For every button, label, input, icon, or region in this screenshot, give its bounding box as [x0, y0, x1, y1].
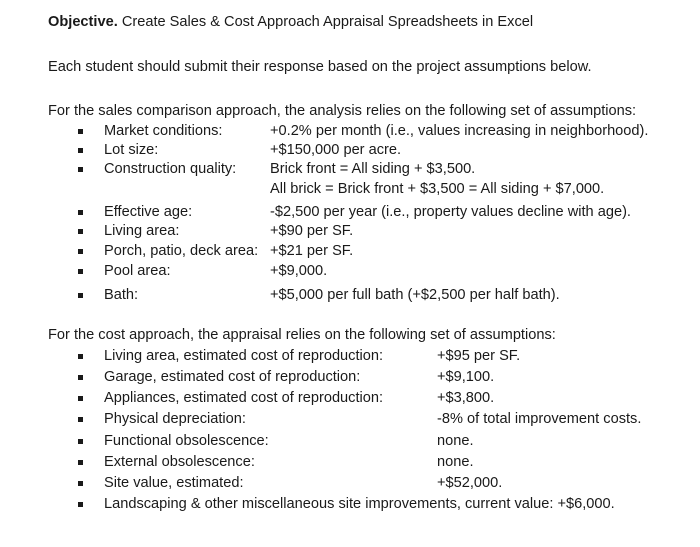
item-value: +0.2% per month (i.e., values increasing in neighborhood). — [270, 123, 649, 139]
item-label: Porch, patio, deck area: — [104, 243, 259, 259]
cost-heading: For the cost approach, the appraisal relies on the following set of assumptions: — [48, 327, 556, 343]
item-label: Effective age: — [104, 204, 193, 220]
item-value: +$52,000. — [437, 475, 503, 491]
intro-text: Each student should submit their response based on the project assumptions below. — [48, 59, 592, 75]
item-value: Brick front = All siding + $3,500. — [270, 161, 476, 177]
objective-line — [48, 12, 533, 32]
item-value: +$3,800. — [437, 390, 495, 406]
bullet-icon — [78, 502, 83, 507]
item-label: Market conditions: — [104, 123, 223, 139]
item-label: Living area, estimated cost of reproduction: — [104, 348, 384, 364]
bullet-icon — [78, 375, 83, 380]
item-label: Site value, estimated: — [104, 475, 244, 491]
bullet-icon — [78, 210, 83, 215]
item-label: Bath: — [104, 287, 139, 303]
item-value: +$5,000 per full bath (+$2,500 per half bath). — [270, 287, 560, 303]
bullet-icon — [78, 439, 83, 444]
bullet-icon — [78, 460, 83, 465]
bullet-icon — [78, 481, 83, 486]
bullet-icon — [78, 293, 83, 298]
item-label: Garage, estimated cost of reproduction: — [104, 369, 361, 385]
item-value: All brick = Brick front + $3,500 = All siding + $7,000. — [270, 181, 605, 197]
sales-heading: For the sales comparison approach, the analysis relies on the following set of assumptions: — [48, 103, 637, 119]
bullet-icon — [78, 249, 83, 254]
item-label: Appliances, estimated cost of reproduction: — [104, 390, 384, 406]
item-value: +$21 per SF. — [270, 243, 354, 259]
item-value: none. — [437, 454, 474, 470]
item-label: Pool area: — [104, 263, 171, 279]
objective-text: Create Sales & Cost Approach Appraisal Spreadsheets in Excel — [117, 14, 534, 30]
item-value: +$90 per SF. — [270, 223, 354, 239]
bullet-icon — [78, 167, 83, 172]
item-value: +$9,100. — [437, 369, 495, 385]
item-label: Physical depreciation: — [104, 411, 246, 427]
item-label: Functional obsolescence: — [104, 433, 269, 449]
bullet-icon — [78, 396, 83, 401]
item-value: none. — [437, 433, 474, 449]
item-label: Construction quality: — [104, 161, 237, 177]
item-label: External obsolescence: — [104, 454, 255, 470]
objective-title: Objective. — [48, 14, 118, 30]
bullet-icon — [78, 269, 83, 274]
item-value: +$150,000 per acre. — [270, 142, 402, 158]
item-value: -8% of total improvement costs. — [437, 411, 642, 427]
item-label: Lot size: — [104, 142, 159, 158]
bullet-icon — [78, 129, 83, 134]
item-label: Living area: — [104, 223, 180, 239]
bullet-icon — [78, 229, 83, 234]
item-value: +$95 per SF. — [437, 348, 521, 364]
item-label: Landscaping & other miscellaneous site improvements, current value: +$6,000. — [104, 496, 615, 512]
bullet-icon — [78, 417, 83, 422]
item-value: -$2,500 per year (i.e., property values decline with age). — [270, 204, 631, 220]
item-value: +$9,000. — [270, 263, 328, 279]
bullet-icon — [78, 354, 83, 359]
bullet-icon — [78, 148, 83, 153]
